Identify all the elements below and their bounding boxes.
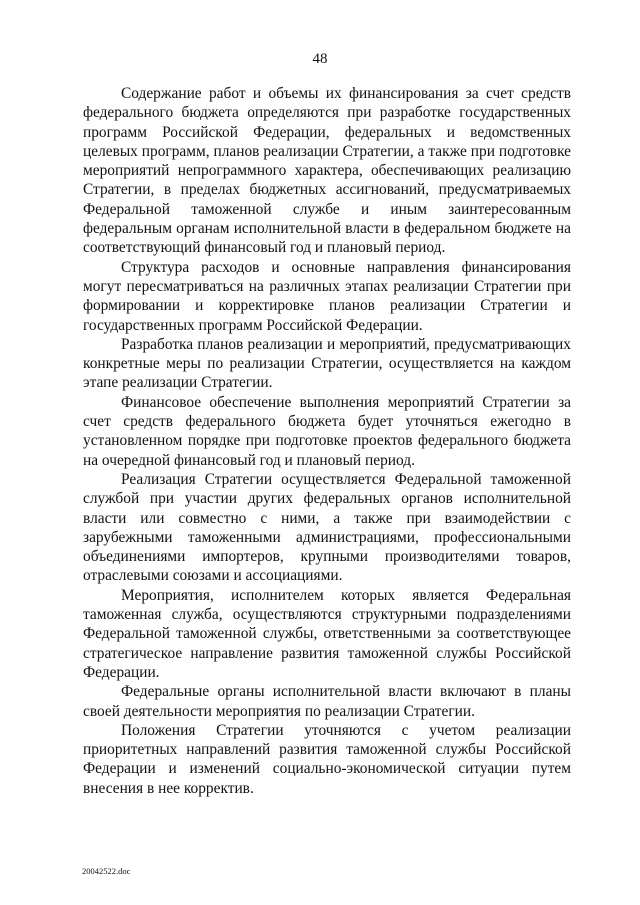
footer-file-name: 20042522.doc (82, 866, 131, 876)
paragraph-fts-measures: Мероприятия, исполнителем которых является Федеральная таможенная служба, осуществляются структурными подразделениями Федеральной таможенной службы, ответственными за соответствующее стратегическое направление развития таможенной службы Российской Федерации. (83, 586, 571, 681)
paragraph-strategy-updates: Положения Стратегии уточняются с учетом реализации приоритетных направлений развития таможенной службы Российской Федерации и изменений социально-экономической ситуации путем внесения в нее корректив. (83, 721, 571, 797)
document-body (83, 84, 571, 798)
paragraph-federal-agencies: Федеральные органы исполнительной власти включают в планы своей деятельности мероприятия по реализации Стратегии. (83, 683, 571, 720)
paragraph-expense-structure: Структура расходов и основные направления финансирования могут пересматриваться на различных этапах реализации Стратегии при формировании и корректировке планов реализации Стратегии и государственных программ Российской Федерации. (83, 258, 571, 334)
paragraph-strategy-implementation: Реализация Стратегии осуществляется Федеральной таможенной службой при участии других федеральных органов исполнительной власти или совместно с ними, а также при взаимодействии с зарубежными таможенными администрациями, профессиональными объединениями импортеров, крупными производителями товаров, отраслевыми союзами и ассоциациями. (83, 470, 571, 585)
paragraph-funding-scope: Содержание работ и объемы их финансирования за счет средств федерального бюджета определяются при разработке государственных программ Российской Федерации, федеральных и ведомственных целевых программ, планов реализации Стратегии, а также при подготовке мероприятий непрограммного характера, обеспечивающих реализацию Стратегии, в пределах бюджетных ассигнований, предусматриваемых Федеральной таможенной службе и иным заинтересованным федеральным органам исполнительной власти в федеральном бюджете на соответствующий финансовый год и плановый период. (83, 85, 571, 257)
page-number: 48 (312, 51, 328, 67)
paragraph-implementation-plans: Разработка планов реализации и мероприятий, предусматривающих конкретные меры по реализации Стратегии, осуществляется на каждом этапе реализации Стратегии. (83, 335, 571, 392)
paragraph-financial-support: Финансовое обеспечение выполнения мероприятий Стратегии за счет средств федерального бюджета будет уточняться ежегодно в установленном порядке при подготовке проектов федерального бюджета на очередной финансовый год и плановый период. (83, 393, 571, 469)
